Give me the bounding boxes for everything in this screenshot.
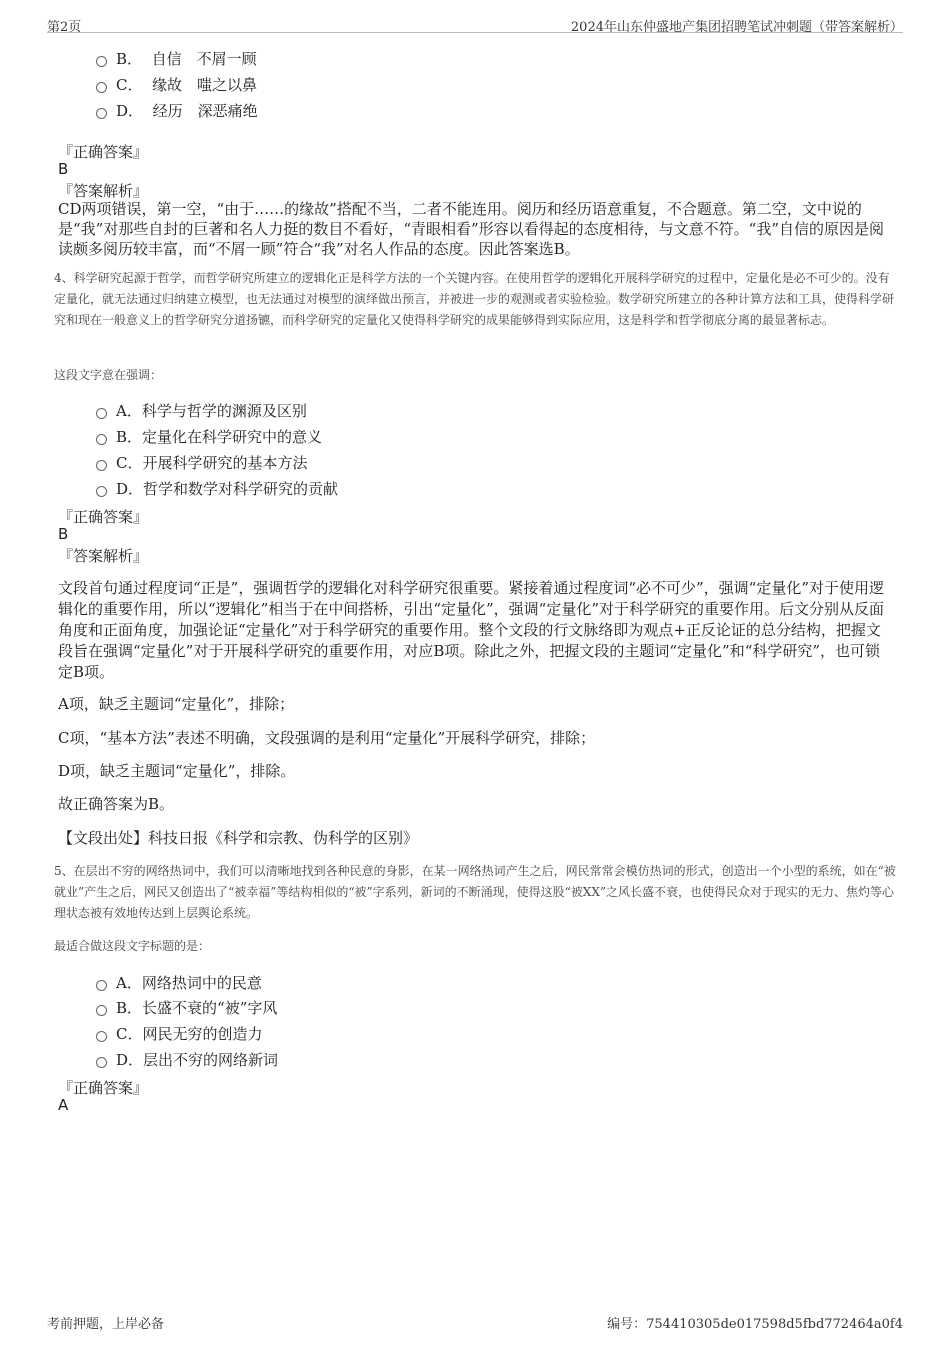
- q4-option-b[interactable]: B．定量化在科学研究中的意义: [96, 426, 322, 447]
- q4-conclusion: 故正确答案为B。: [58, 795, 175, 813]
- footer-slogan: 考前押题，上岸必备: [47, 1317, 165, 1332]
- q4-source: 【文段出处】科技日报《科学和宗教、伪科学的区别》: [58, 829, 419, 847]
- q4-option-c[interactable]: C．开展科学研究的基本方法: [96, 452, 308, 473]
- q3-answer-label: 『正确答案』: [58, 143, 149, 161]
- radio-icon[interactable]: [96, 108, 107, 119]
- radio-icon[interactable]: [96, 408, 107, 419]
- radio-icon[interactable]: [96, 460, 107, 471]
- radio-icon[interactable]: [96, 56, 107, 67]
- page-number: 第2页: [47, 20, 82, 35]
- radio-icon[interactable]: [96, 486, 107, 497]
- q3-analysis-label: 『答案解析』: [58, 182, 149, 200]
- q5-prompt: 最适合做这段文字标题的是：: [54, 939, 211, 953]
- q4-option-a[interactable]: A．科学与哲学的渊源及区别: [96, 400, 307, 421]
- q3-answer: B: [58, 160, 69, 178]
- q5-option-a[interactable]: A．网络热词中的民意: [96, 972, 262, 993]
- radio-icon[interactable]: [96, 1005, 107, 1016]
- q4-note-c: C项，“基本方法”表述不明确，文段强调的是利用“定量化”开展科学研究，排除；: [58, 729, 596, 747]
- q4-option-d[interactable]: D．哲学和数学对科学研究的贡献: [96, 478, 338, 499]
- q3-option-c[interactable]: C． 缘故 嗤之以鼻: [96, 74, 257, 95]
- radio-icon[interactable]: [96, 434, 107, 445]
- page-footer: [47, 1313, 903, 1332]
- q5-stem: 5、在层出不穷的网络热词中，我们可以清晰地找到各种民意的身影，在某一网络热词产生之后，网民常常会模仿热词的形式，创造出一个小型的系统，如在“被就业”产生之后，网民又创造出了“被幸福”等结构相似的“被”字系列，新词的不断涌现，使得这股“被XX”之风长盛不衰，也使得民众对于现实的无力、焦灼等心理状态被有效地传达到上层舆论系统。: [54, 864, 896, 920]
- document-title: 2024年山东仲盛地产集团招聘笔试冲刺题（带答案解析）: [570, 20, 903, 35]
- q4-note-d: D项，缺乏主题词“定量化”，排除。: [58, 762, 296, 780]
- q5-option-d[interactable]: D．层出不穷的网络新词: [96, 1049, 278, 1070]
- q5-answer: A: [58, 1096, 69, 1114]
- radio-icon[interactable]: [96, 980, 107, 991]
- q4-prompt: 这段文字意在强调：: [54, 368, 163, 382]
- radio-icon[interactable]: [96, 1031, 107, 1042]
- q5-option-c[interactable]: C．网民无穷的创造力: [96, 1023, 263, 1044]
- q3-analysis: CD两项错误，第一空，“由于……的缘故”搭配不当，二者不能连用。阅历和经历语意重复，不合题意。第二空，文中说的是“我”对那些自封的巨著和名人力挺的数目不看好，“青眼相看”形容以看得起的态度相待，与文意不符。“我”自信的原因是阅读颇多阅历较丰富，而“不屑一顾”符合“我”对名人作品的态度。因此答案选B。: [58, 200, 885, 258]
- q4-answer: B: [58, 525, 69, 543]
- radio-icon[interactable]: [96, 1057, 107, 1068]
- q4-analysis-label: 『答案解析』: [58, 547, 149, 565]
- radio-icon[interactable]: [96, 82, 107, 93]
- q3-option-d[interactable]: D． 经历 深恶痛绝: [96, 100, 258, 121]
- q4-analysis: 文段首句通过程度词“正是”，强调哲学的逻辑化对科学研究很重要。紧接着通过程度词“必不可少”，强调“定量化”对于使用逻辑化的重要作用，所以“逻辑化”相当于在中间搭桥，引出“定量化”，强调“定量化”对于科学研究的重要作用。后文分别从反面角度和正面角度，加强论证“定量化”对于科学研究的重要作用。整个文段的行文脉络即为观点+正反论证的总分结构，把握文段旨在强调“定量化”对于开展科学研究的重要作用，对应B项。除此之外，把握文段的主题词“定量化”和“科学研究”，也可锁定B项。: [58, 579, 885, 681]
- q5-option-b[interactable]: B．长盛不衰的“被”字风: [96, 997, 277, 1018]
- q4-note-a: A项，缺乏主题词“定量化”，排除；: [58, 695, 295, 713]
- q4-answer-label: 『正确答案』: [58, 508, 149, 526]
- q5-answer-label: 『正确答案』: [58, 1079, 149, 1097]
- q3-option-b[interactable]: B． 自信 不屑一顾: [96, 48, 257, 69]
- q4-stem: 4、科学研究起源于哲学，而哲学研究所建立的逻辑化正是科学方法的一个关键内容。在使用哲学的逻辑化开展科学研究的过程中，定量化是必不可少的。没有定量化，就无法通过归纳建立模型，也无法通过对模型的演绎做出预言，并被进一步的观测或者实验检验。数学研究所建立的各种计算方法和工具，使得科学研究和现在一般意义上的哲学研究分道扬镳，而科学研究的定量化又使得科学研究的成果能够得到实际应用，这是科学和哲学彻底分离的最显著标志。: [54, 271, 895, 327]
- document-id: 编号：754410305de017598d5fbd772464a0f4: [607, 1317, 903, 1332]
- page-header: [47, 16, 903, 33]
